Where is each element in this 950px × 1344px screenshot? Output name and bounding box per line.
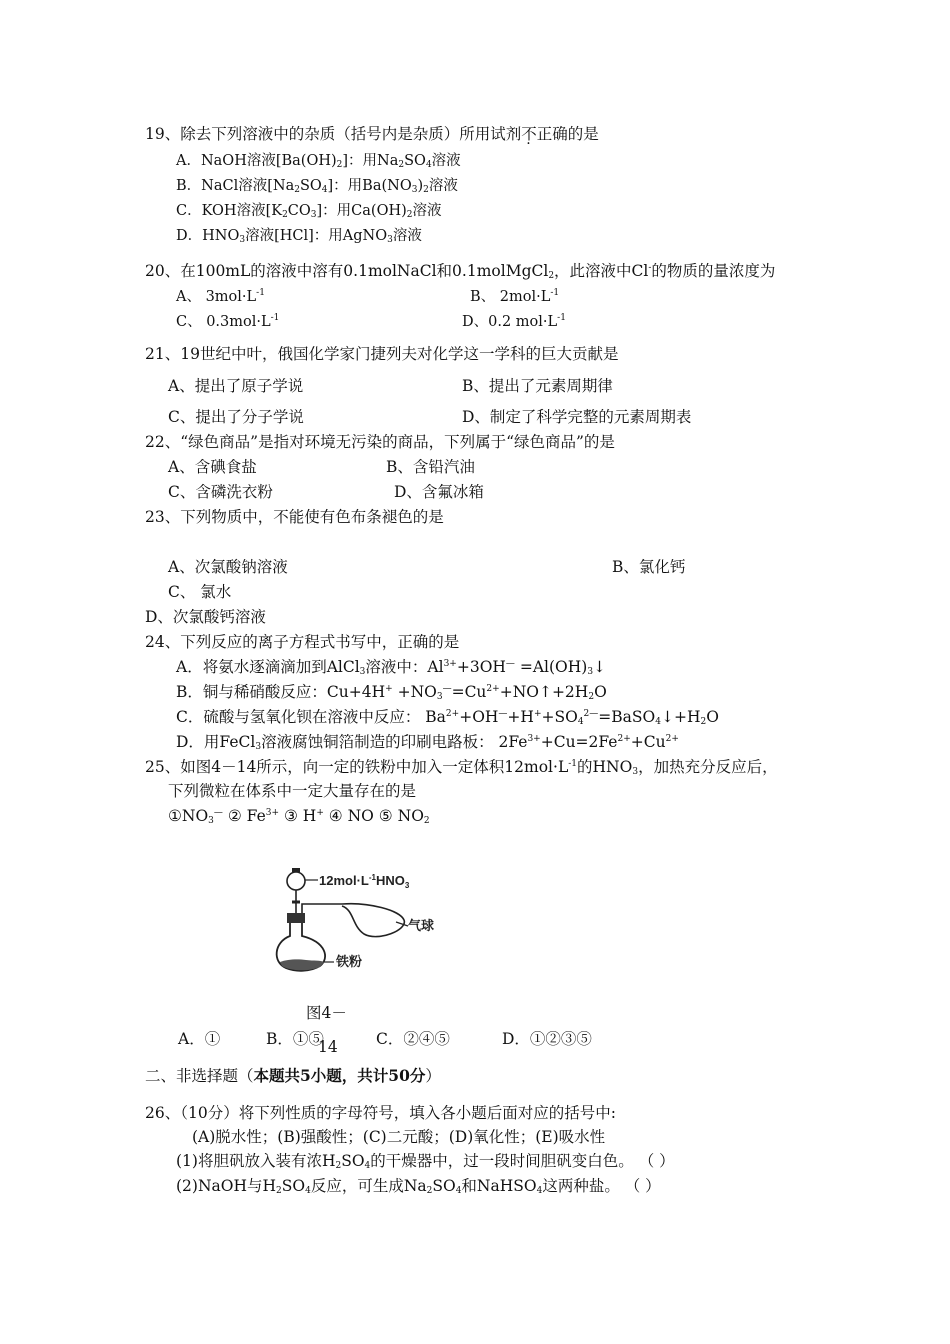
q24-option-a: A．将氨水逐滴滴加到AlCl$_3$溶液中：$Al^{3+}+3OH^—$ $=Al(OH)_3↓$ [176, 658, 607, 677]
flask-stopper [287, 913, 305, 923]
q26-sub2: (2)NaOH与$H_2SO_4$反应，可生成$Na_2SO_4$和NaHSO$_4$这两种盐。 （ ） [176, 1177, 661, 1196]
q22-stem: 22、“绿色商品”是指对环境无污染的商品，下列属于“绿色商品”的是 [145, 433, 615, 451]
q25-option-c: C．②④⑤ [376, 1030, 450, 1048]
q25-option-d: D．①②③⑤ [502, 1030, 592, 1048]
balloon-label: 气球 [408, 919, 435, 934]
figure-caption-number: 14 [318, 1038, 338, 1056]
iron-label: 铁粉 [336, 955, 363, 970]
funnel-bulb [287, 872, 305, 890]
q21-option-d: D、制定了科学完整的元素周期表 [462, 408, 692, 426]
q23-option-c: C、 氯水 [168, 583, 232, 601]
q23-option-a: A、次氯酸钠溶液 [168, 558, 288, 576]
balloon [342, 904, 404, 937]
q19-stem: 19、除去下列溶液中的杂质（括号内是杂质）所用试剂不正确的是 [145, 125, 599, 143]
q24-option-c: C．硫酸与氢氧化钡在溶液中反应： $Ba^{2+}+OH^—+H^++SO_4^{2—}=BaSO_4↓+H_2O$ [176, 708, 719, 727]
side-tube [302, 904, 342, 913]
q20-stem: 20、在100mL的溶液中溶有0.1molNaCl和0.1molMgCl$_2$，此溶液中Cl-的物质的量浓度为 [145, 262, 776, 281]
q26-options: (A)脱水性；(B)强酸性；(C)二元酸；(D)氧化性；(E)吸水性 [192, 1128, 606, 1146]
q20-option-d: D、0.2 $mol\cdot L^{-1}$ [462, 313, 566, 330]
q19-option-d: D．$HNO_3$溶液[HCl]：用AgNO$_3$溶液 [176, 228, 422, 245]
q26-sub1: (1)将胆矾放入装有浓$H_2SO_4$的干燥器中，过一段时间胆矾变白色。 （ ） [176, 1152, 675, 1171]
q21-stem: 21、19世纪中叶，俄国化学家门捷列夫对化学这一学科的巨大贡献是 [145, 345, 619, 363]
q25-option-a: A．① [178, 1030, 221, 1048]
q24-option-b: B．铜与稀硝酸反应：$Cu+4H^+ +NO_3^—=Cu^{2+}+NO↑+2H_2O$ [176, 683, 607, 702]
q19-option-b: B．NaCl溶液$[Na_2SO_4]$：用$Ba(NO_3)_2$溶液 [176, 178, 458, 195]
q20-option-c: C、 $0.3mol\cdot L^{-1}$ [176, 313, 280, 330]
figure-caption: 图4－ [306, 1004, 347, 1022]
q25-stem: 25、如图4－14所示，向一定的铁粉中加入一定体积$12mol\cdot L^{-1}$的$HNO_3$，加热充分反应后， [145, 758, 778, 777]
q19-option-a: A．NaOH溶液$[Ba(OH)_2]$：用$Na_2SO_4$溶液 [176, 153, 461, 170]
q23-stem: 23、下列物质中，不能使有色布条褪色的是 [145, 508, 444, 526]
q21-option-a: A、提出了原子学说 [168, 377, 304, 395]
q25-items: $①NO_3^—$ ② $Fe^{3+}$ ③ H+ ④ NO ⑤ $NO_2$ [168, 807, 430, 826]
q22-option-d: D、含氟冰箱 [394, 483, 484, 501]
q22-option-a: A、含碘食盐 [168, 458, 257, 476]
q26-stem: 26、（10分）将下列性质的字母符号，填入各小题后面对应的括号中: [145, 1104, 616, 1122]
q23-option-b: B、氯化钙 [612, 558, 686, 576]
funnel-stopper [292, 868, 300, 872]
q23-option-d: D、次氯酸钙溶液 [145, 608, 266, 626]
q21-option-b: B、提出了元素周期律 [462, 377, 613, 395]
q25-option-b: B．①⑤ [266, 1030, 324, 1048]
section-2-title: 二、非选择题（本题共5小题，共计50分） [145, 1066, 441, 1085]
q22-option-b: B、含铅汽油 [386, 458, 475, 476]
q25-stem-line2: 下列微粒在体系中一定大量存在的是 [168, 782, 417, 800]
q24-option-d: D．用FeCl$_3$溶液腐蚀铜箔制造的印刷电路板： $2Fe^{3+}+Cu=2Fe^{2+}+Cu^{2+}$ [176, 733, 679, 752]
q21-option-c: C、提出了分子学说 [168, 408, 304, 426]
apparatus-figure [268, 858, 468, 974]
acid-label: $12mol\cdot L^{-1}HNO_3$ [319, 873, 410, 890]
q20-option-a: A、 $3mol\cdot L^{-1}$ [176, 288, 265, 305]
q24-stem: 24、下列反应的离子方程式书写中，正确的是 [145, 633, 460, 651]
q20-option-b: B、 $2mol\cdot L^{-1}$ [470, 288, 560, 305]
q19-option-c: C．KOH溶液$[K_2CO_3]$：用$Ca(OH)_2$溶液 [176, 203, 442, 220]
q22-option-c: C、含磷洗衣粉 [168, 483, 273, 501]
